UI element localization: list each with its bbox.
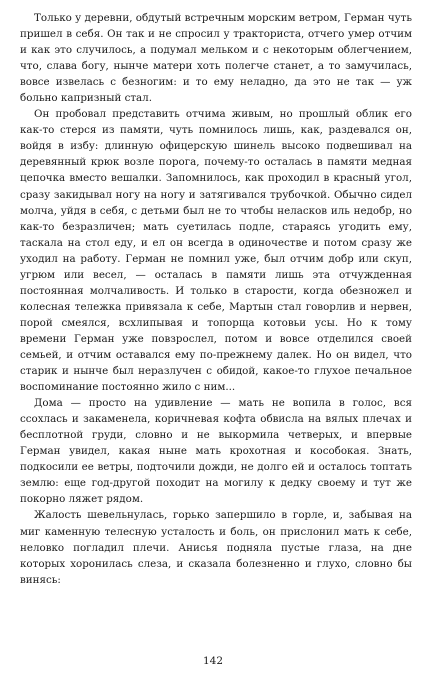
paragraph-1: Только у деревни, обдутый встречным морским ветром, Герман чуть пришел в себя. Он так и не спросил у тракториста, отчего умер отчим и как это случилось, а подумал мельком и с некоторым облегчением, что, слава богу, нынче матери хоть полегче станет, а то замучилась, вовсе извелась с безногим: и то ему неладно, да это не так — уж больно капризный стал. — [20, 12, 412, 105]
paragraph-4: Жалость шевельнулась, горько запершило в горле, и, забывая на миг каменную телесную усталость и боль, он прислонил мать к себе, неловко погладил плечи. Анисья подняла пустые глаза, на дне которых хоронилась слеза, и сказала болезненно и глухо, словно бы винясь: — [20, 509, 412, 586]
paragraph-2: Он пробовал представить отчима живым, но прошлый облик его как-то стерся из памяти, чуть помнилось лишь, как, раздевался он, войдя в избу: длинную офицерскую шинель высоко подвешивал на деревянный крюк возле порога, почему-то осталась в памяти медная цепочка вместо вешалки. Запомнилось, как проходил в красный угол, сразу закидывал ногу на ногу и затягивался трубочкой. Обычно сидел молча, уйдя в себя, с детьми был не то чтобы неласков иль недобр, но как-то безразличен; мать суетилась подле, стараясь угодить ему, таскала на стол еду, и ел он всегда в одиночестве и потом сразу же уходил на работу. Герман не помнил уже, был отчим добр или скуп, угрюм или весел, — осталась в памяти лишь эта отчужденная постоянная молчаливость. И только в старости, когда обезножел и колесная тележка привязала к себе, Мартын стал говорлив и нервен, порой смеялся, всхлипывая и топорща котовьи усы. Но к тому времени Герман уже повзрослел, потом и вовсе отделился своей семьей, и отчим оставался ему по-прежнему далек. Но он видел, что старик и нынче был неразлучен с обидой, какое-то глухое печальное воспоминание постоянно жило с ним... — [20, 108, 412, 394]
paragraph-3: Дома — просто на удивление — мать не вопила в голос, вся ссохлась и закаменела, коричневая кофта обвисла на вялых плечах и бесплотной груди, словно и не выкормила четверых, и впервые Герман увидел, какая ныне мать крохотная и кособокая. Знать, подкосили ее ветры, подточили дожди, не долго ей и осталось топтать землю: еще год-другой походит на могилу к дедку своему и тут же покорно ляжет рядом. — [20, 397, 412, 506]
page-text — [20, 10, 412, 588]
page-number: 142 — [202, 655, 224, 667]
